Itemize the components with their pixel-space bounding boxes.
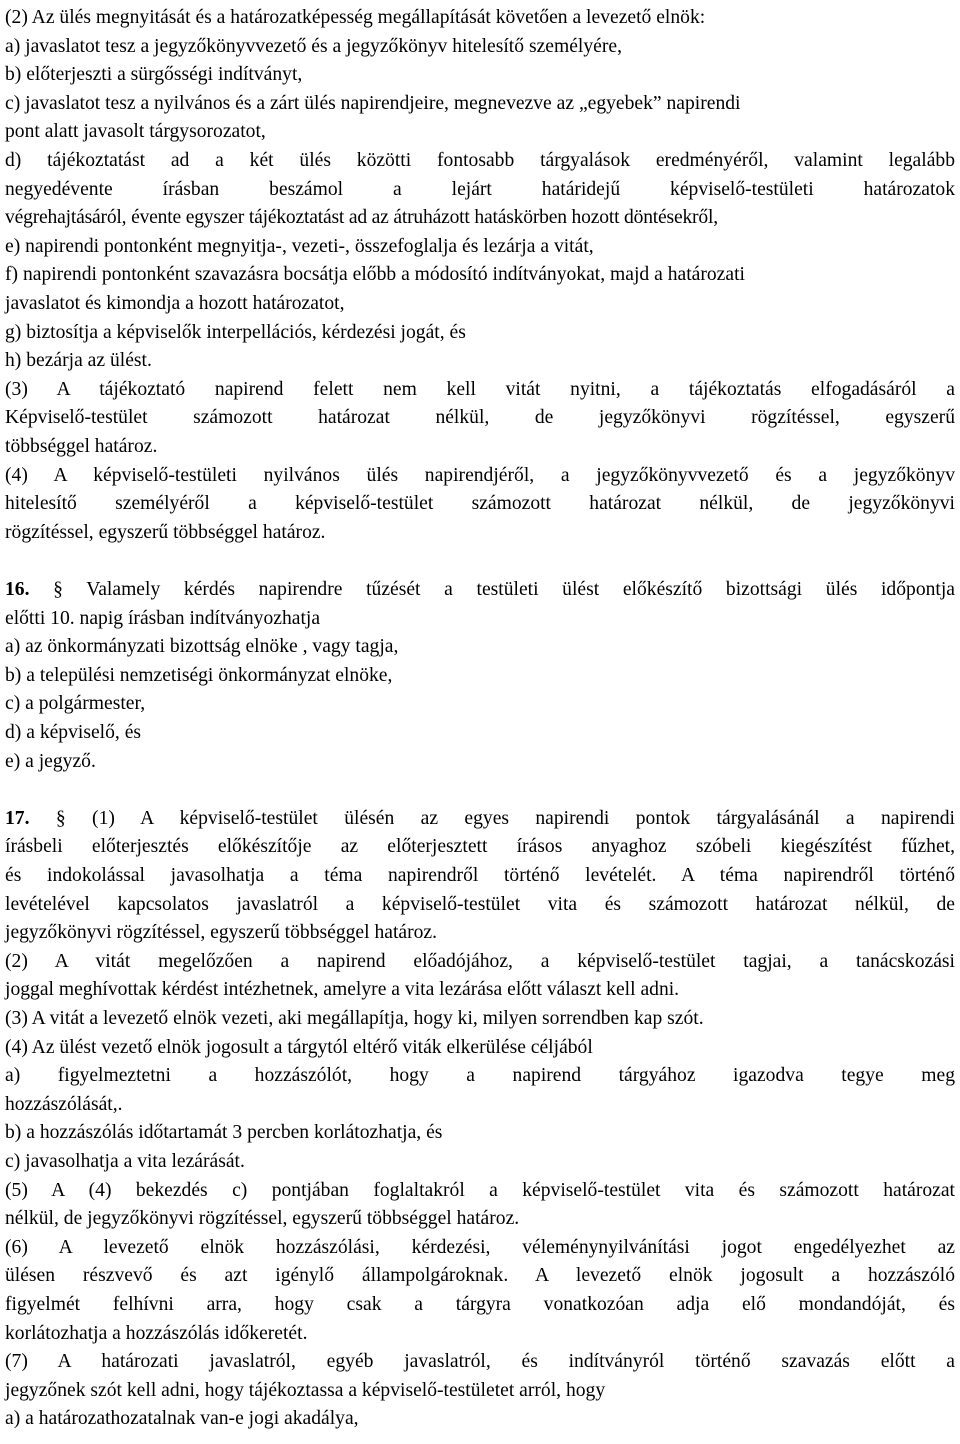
line-text: nélkül, de jegyzőkönyvi rögzítéssel, egyszerű többséggel határoz. <box>5 1208 520 1230</box>
text-line <box>5 1204 955 1233</box>
text-line <box>5 1118 955 1147</box>
text-line <box>5 832 955 861</box>
text-line <box>5 318 955 347</box>
text-line <box>5 403 955 432</box>
line-text: hozzászólását,. <box>5 1093 123 1115</box>
text-line <box>5 117 955 146</box>
line-text: hitelesítő személyéről a képviselő-testület számozott határozat nélkül, de jegyzőkönyvi <box>5 493 955 515</box>
line-text: figyelmét felhívni arra, hogy csak a tárgyra vonatkozóan adja elő mondandóját, és <box>5 1294 955 1315</box>
line-text: (4) A képviselő-testületi nyilvános ülés napirendjéről, a jegyzőkönyvvezető és a jegyzőkönyv <box>5 464 955 486</box>
line-text: Képviselő-testület számozott határozat nélkül, de jegyzőkönyvi rögzítéssel, egyszerű <box>5 407 955 429</box>
text-line <box>5 632 955 661</box>
line-text: (5) A (4) bekezdés c) pontjában foglaltakról a képviselő-testület vita és számozott határozat <box>5 1179 955 1201</box>
line-text: (7) A határozati javaslatról, egyéb javaslatról, és indítványról történő szavazás előtt a <box>5 1351 955 1373</box>
line-text: írásbeli előterjesztés előkészítője az előterjesztett írásos anyaghoz szóbeli kiegészítést fűzhet, <box>5 836 955 858</box>
line-text: korlátozhatja a hozzászólás időkeretét. <box>5 1322 308 1344</box>
line-text: előtti 10. napig írásban indítványozhatja <box>5 607 321 629</box>
line-text: (4) Az ülést vezető elnök jogosult a tárgytól eltérő viták elkerülése céljából <box>5 1036 593 1058</box>
text-line <box>5 1233 955 1262</box>
text-line <box>5 60 955 89</box>
line-text: és indokolással javasolhatja a téma napirendről történő levételét. A téma napirendről történő <box>5 865 955 886</box>
line-text: a) a határozathozatalnak van-e jogi akadálya, <box>5 1408 359 1430</box>
text-line <box>5 1347 955 1376</box>
line-text: (2) A vitát megelőzően a napirend előadójához, a képviselő-testület tagjai, a tanácskozási <box>5 950 955 972</box>
line-text: többséggel határoz. <box>5 436 158 457</box>
text-line <box>5 1290 955 1319</box>
line-text: e) napirendi pontonként megnyitja-, vezeti-, összefoglalja és lezárja a vitát, <box>5 235 594 257</box>
line-text: (3) A vitát a levezető elnök vezeti, aki megállapítja, hogy ki, milyen sorrendben kap szót. <box>5 1008 704 1029</box>
text-line <box>5 1090 955 1119</box>
text-line <box>5 260 955 289</box>
text-line <box>5 604 955 633</box>
line-text: § Valamely kérdés napirendre tűzését a testületi ülést előkészítő bizottsági ülés időpontja <box>53 579 955 600</box>
text-line <box>5 918 955 947</box>
line-text: b) a hozzászólás időtartamát 3 percben korlátozhatja, és <box>5 1122 443 1144</box>
text-line <box>5 661 955 690</box>
text-line <box>5 1261 955 1290</box>
line-text: c) a polgármester, <box>5 693 146 715</box>
text-line <box>5 375 955 404</box>
line-text: a) az önkormányzati bizottság elnöke , vagy tagja, <box>5 636 399 658</box>
line-text: joggal meghívottak kérdést intézhetnek, amelyre a vita lezárása előtt választ kell adni. <box>5 979 680 1001</box>
text-line <box>5 32 955 61</box>
text-line <box>5 175 955 204</box>
line-text: a) figyelmeztetni a hozzászólót, hogy a napirend tárgyához igazodva tegye meg <box>5 1065 955 1087</box>
text-line <box>5 890 955 919</box>
line-text: h) bezárja az ülést. <box>5 350 152 372</box>
text-line <box>5 1061 955 1090</box>
line-text: § (1) A képviselő-testület ülésén az egyes napirendi pontok tárgyalásánál a napirendi <box>55 807 955 829</box>
text-line <box>5 1147 955 1176</box>
line-text: b) előterjeszti a sürgősségi indítványt, <box>5 64 303 86</box>
line-text: (2) Az ülés megnyitását és a határozatképesség megállapítását követően a levezető elnök: <box>5 7 706 28</box>
section-number: 16. <box>5 579 30 600</box>
text-line <box>5 3 955 32</box>
text-line <box>5 346 955 375</box>
text-line <box>5 689 955 718</box>
text-line <box>5 89 955 118</box>
line-text: g) biztosítja a képviselők interpellációs, kérdezési jogát, és <box>5 321 466 343</box>
line-text: d) a képviselő, és <box>5 722 142 743</box>
line-text: jegyzőkönyvi rögzítéssel, egyszerű többséggel határoz. <box>5 922 438 944</box>
line-text: b) a települési nemzetiségi önkormányzat elnöke, <box>5 664 393 686</box>
text-line <box>5 1033 955 1062</box>
text-line <box>5 518 955 547</box>
text-line <box>5 461 955 490</box>
line-text: jegyzőnek szót kell adni, hogy tájékoztassa a képviselő-testületet arról, hogy <box>5 1379 606 1401</box>
line-text: pont alatt javasolt tárgysorozatot, <box>5 121 266 143</box>
text-line <box>5 432 955 461</box>
text-line <box>5 146 955 175</box>
line-text: c) javasolhatja a vita lezárását. <box>5 1151 245 1172</box>
text-line <box>5 775 955 804</box>
text-line <box>5 718 955 747</box>
line-text: javaslatot és kimondja a hozott határozatot, <box>5 293 345 314</box>
text-line <box>5 1004 955 1033</box>
section-number: 17. <box>5 807 30 829</box>
line-text: levételével kapcsolatos javaslatról a képviselő-testület vita és számozott határozat nélkül, de <box>5 893 955 915</box>
section-heading-line <box>5 804 955 833</box>
text-line <box>5 975 955 1004</box>
text-line <box>5 861 955 890</box>
line-text: d) tájékoztatást ad a két ülés közötti fontosabb tárgyalások eredményéről, valamint legalább <box>5 150 955 171</box>
text-line <box>5 747 955 776</box>
text-line <box>5 203 955 232</box>
text-line <box>5 1376 955 1405</box>
text-line <box>5 489 955 518</box>
text-line <box>5 289 955 318</box>
text-line <box>5 1176 955 1205</box>
line-text: (3) A tájékoztató napirend felett nem kell vitát nyitni, a tájékoztatás elfogadásáról a <box>5 378 955 400</box>
text-line <box>5 1319 955 1348</box>
text-line <box>5 232 955 261</box>
line-text: ülésen részvevő és azt igénylő állampolgároknak. A levezető elnök jogosult a hozzászóló <box>5 1265 955 1287</box>
text-line <box>5 546 955 575</box>
line-text: negyedévente írásban beszámol a lejárt határidejű képviselő-testületi határozatok <box>5 178 955 200</box>
line-text: végrehajtásáról, évente egyszer tájékoztatást ad az átruházott hatáskörben hozott döntésekről, <box>5 207 718 229</box>
text-line <box>5 947 955 976</box>
line-text: (6) A levezető elnök hozzászólási, kérdezési, véleménynyilvánítási jogot engedélyezhet az <box>5 1236 955 1258</box>
section-heading-line <box>5 575 955 604</box>
line-text: c) javaslatot tesz a nyilvános és a zárt ülés napirendjeire, megnevezve az „egyebek” napirendi <box>5 92 741 114</box>
line-text: e) a jegyző. <box>5 750 96 772</box>
line-text: a) javaslatot tesz a jegyzőkönyvvezető és a jegyzőkönyv hitelesítő személyére, <box>5 35 622 57</box>
text-line <box>5 1404 955 1433</box>
line-text: rögzítéssel, egyszerű többséggel határoz. <box>5 521 326 543</box>
line-text: f) napirendi pontonként szavazásra bocsátja előbb a módosító indítványokat, majd a határozati <box>5 264 745 286</box>
